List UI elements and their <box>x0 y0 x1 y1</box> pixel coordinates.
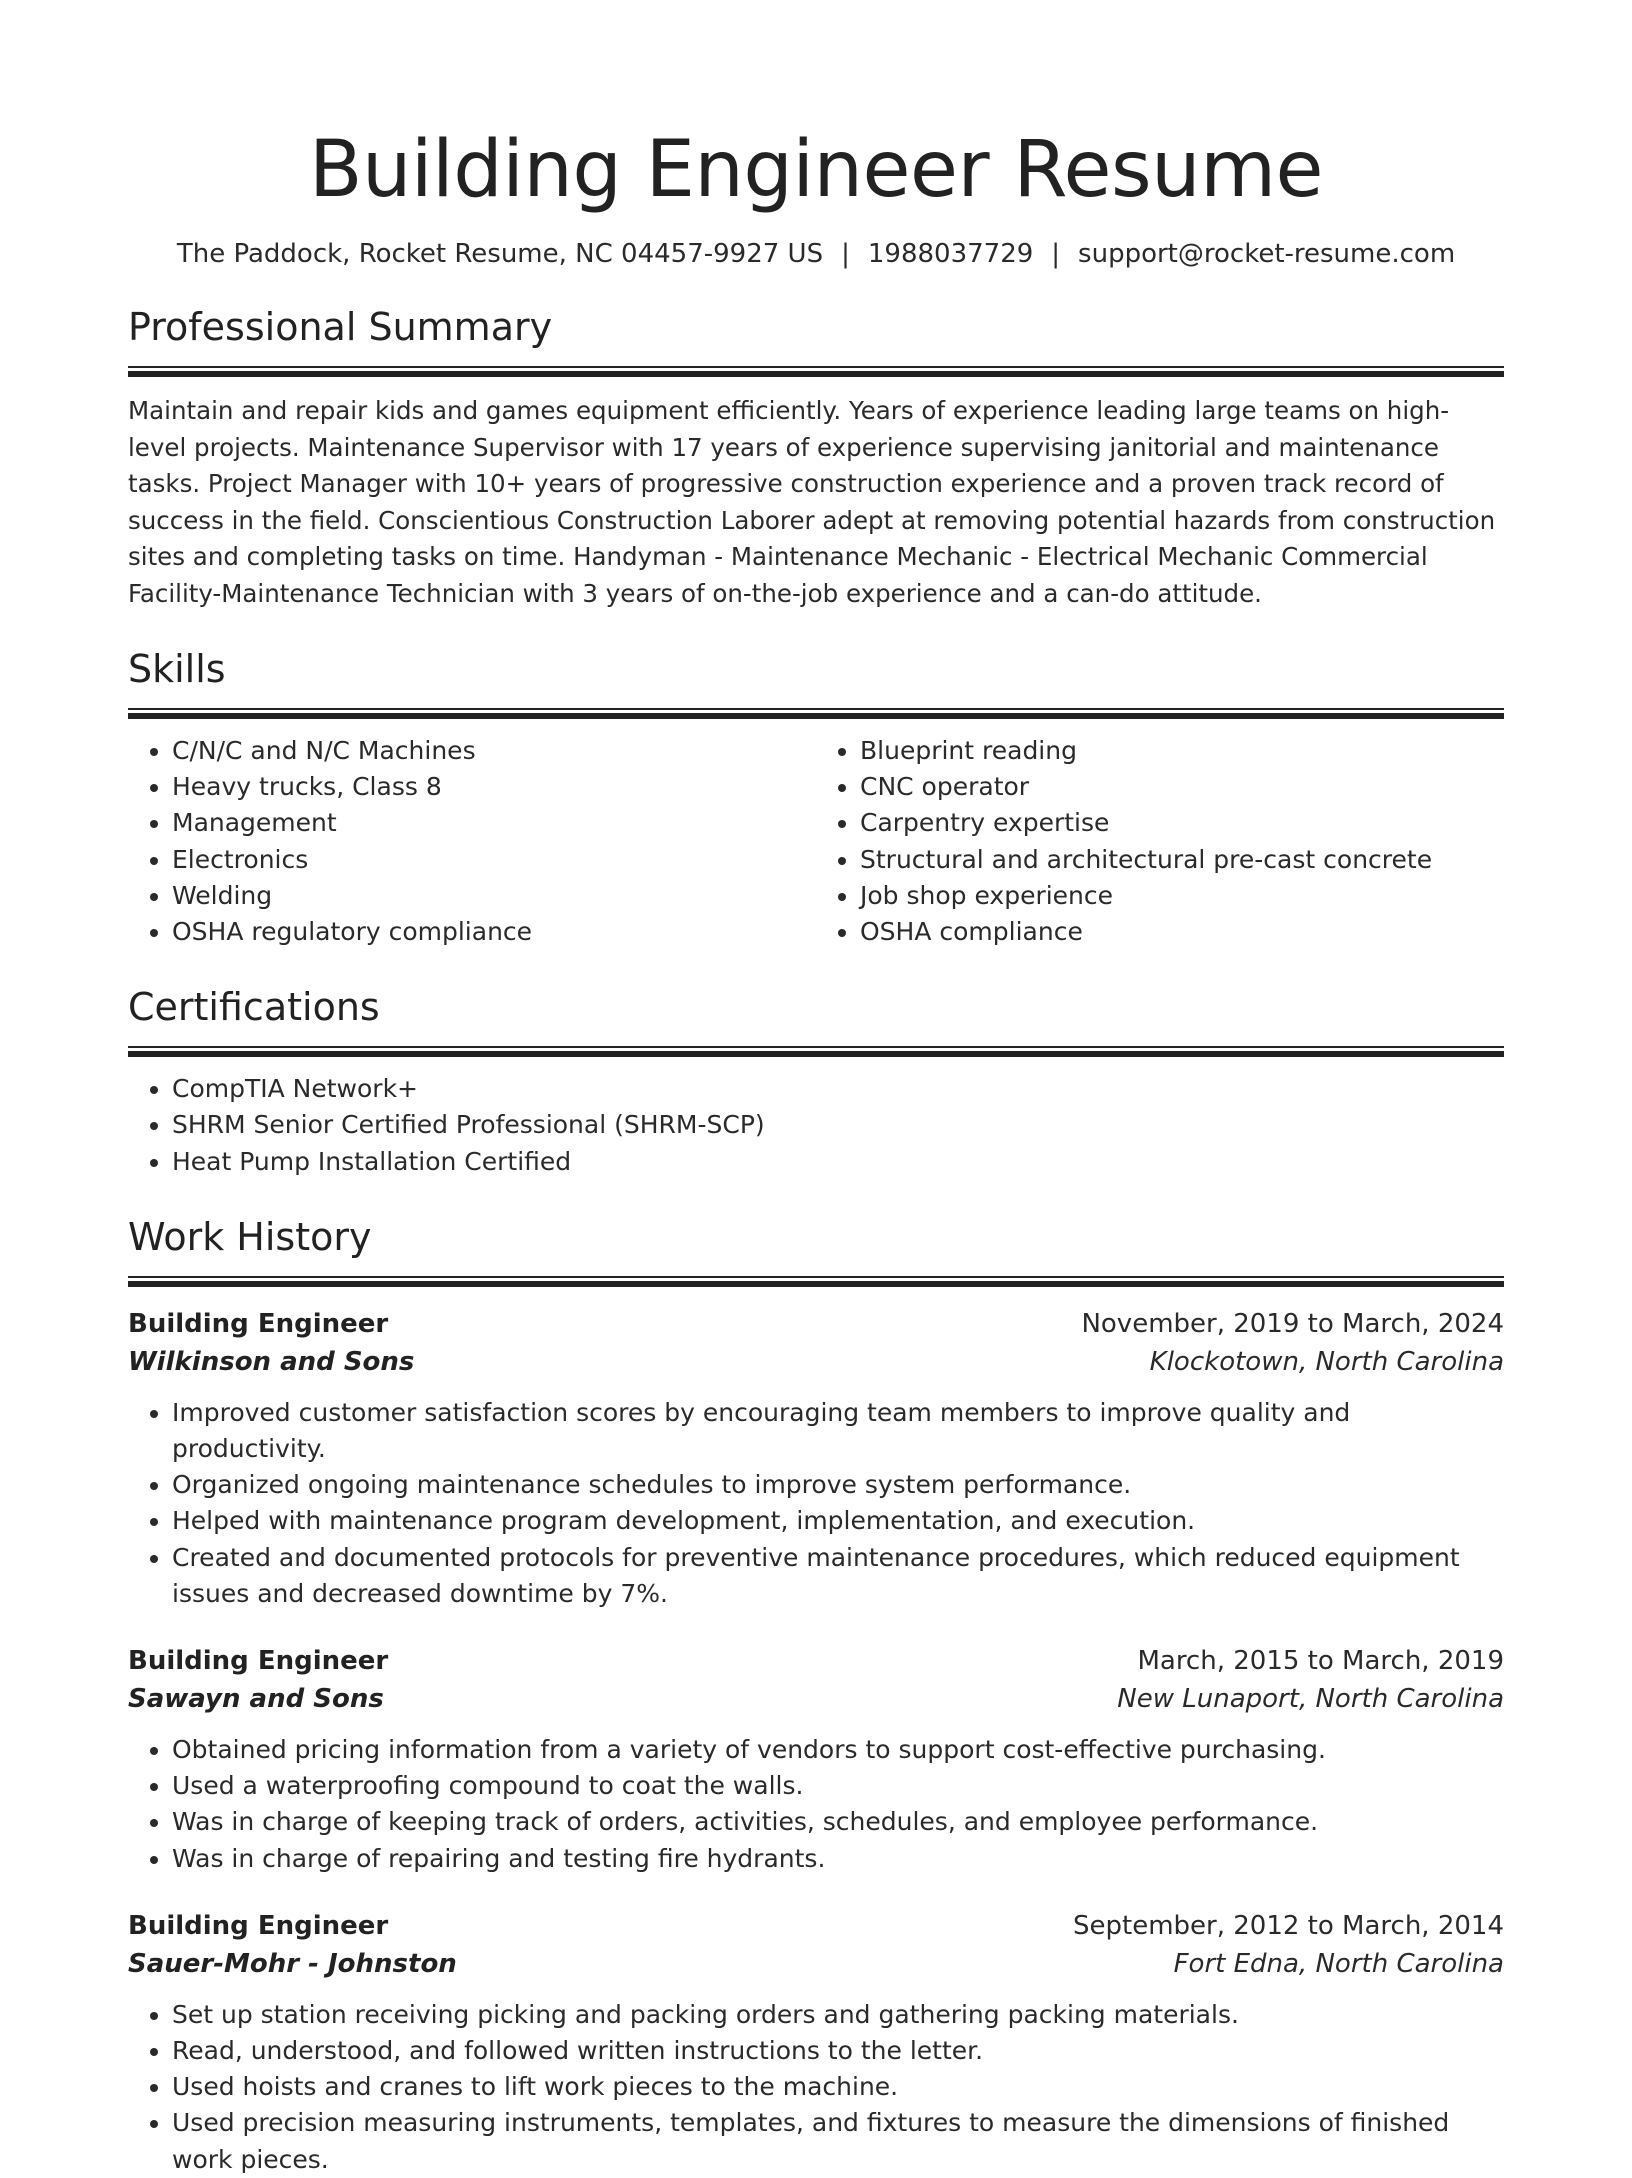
contact-separator: | <box>1051 239 1061 269</box>
job-bullet: • Created and documented protocols for preventive maintenance procedures, which reduced equipment issues and decreased downtime by 7%. <box>172 1540 1504 1612</box>
skill-item: • OSHA regulatory compliance <box>172 914 816 950</box>
job-title: Building Engineer <box>128 1910 389 1941</box>
skill-item: • Welding <box>172 878 816 914</box>
job-title: Building Engineer <box>128 1308 389 1339</box>
summary-section-header <box>128 304 1504 377</box>
summary-text: Maintain and repair kids and games equipment efficiently. Years of experience leading large teams on high-level projects. Maintenance Supervisor with 17 years of experience supervising janitorial and maintenance tasks. Project Manager with 10+ years of progressive construction experience and a proven track record of success in the field. Conscientious Construction Laborer adept at removing potential hazards from construction sites and completing tasks on time. Handyman - Maintenance Mechanic - Electrical Mechanic Commercial Facility-Maintenance Technician with 3 years of on-the-job experience and a can-do attitude. <box>128 396 1496 608</box>
job-bullets <box>128 1395 1504 1612</box>
contact-line <box>128 238 1504 270</box>
certification-item: • CompTIA Network+ <box>172 1071 1504 1107</box>
job-company-row <box>128 1680 1504 1718</box>
section-divider <box>128 366 1504 377</box>
skill-item: • Heavy trucks, Class 8 <box>172 769 816 805</box>
certification-item: • Heat Pump Installation Certified <box>172 1144 1504 1180</box>
job-bullet: • Improved customer satisfaction scores by encouraging team members to improve quality and productivity. <box>172 1395 1504 1467</box>
section-divider <box>128 1276 1504 1287</box>
summary-heading: Professional Summary <box>128 305 553 349</box>
job-bullet: • Organized ongoing maintenance schedules to improve system performance. <box>172 1467 1504 1503</box>
job-bullet: • Was in charge of keeping track of orders, activities, schedules, and employee performance. <box>172 1804 1504 1840</box>
skill-item: • Management <box>172 805 816 841</box>
job-bullet: • Set up station receiving picking and packing orders and gathering packing materials. <box>172 1997 1504 2033</box>
job-dates: November, 2019 to March, 2024 <box>1081 1308 1504 1339</box>
job-company: Sauer-Mohr - Johnston <box>128 1948 457 1979</box>
job-header-row <box>128 1907 1504 1945</box>
job-location: Fort Edna, North Carolina <box>1173 1948 1504 1979</box>
job-bullets <box>128 1997 1504 2178</box>
job-company: Wilkinson and Sons <box>128 1346 415 1377</box>
skills-list-left <box>128 733 816 950</box>
job-header-row <box>128 1305 1504 1343</box>
job-location: New Lunaport, North Carolina <box>1117 1684 1504 1715</box>
job-bullet: • Obtained pricing information from a variety of vendors to support cost-effective purchasing. <box>172 1732 1504 1768</box>
contact-address: The Paddock, Rocket Resume, NC 04457-9927 US <box>176 239 824 269</box>
job-title: Building Engineer <box>128 1646 389 1677</box>
section-divider <box>128 1046 1504 1057</box>
job-bullet: • Used hoists and cranes to lift work pieces to the machine. <box>172 2069 1504 2105</box>
skill-item: • Job shop experience <box>860 878 1504 914</box>
job-company: Sawayn and Sons <box>128 1684 384 1715</box>
contact-phone: 1988037729 <box>867 239 1034 269</box>
skill-item: • Structural and architectural pre-cast concrete <box>860 842 1504 878</box>
job-bullet: • Helped with maintenance program development, implementation, and execution. <box>172 1503 1504 1539</box>
job-dates: March, 2015 to March, 2019 <box>1137 1646 1504 1677</box>
skills-heading: Skills <box>128 647 226 691</box>
certifications-list <box>128 1071 1504 1180</box>
skill-item: • Electronics <box>172 842 816 878</box>
certification-item: • SHRM Senior Certified Professional (SHRM-SCP) <box>172 1107 1504 1143</box>
job-company-row <box>128 1343 1504 1381</box>
job-dates: September, 2012 to March, 2014 <box>1073 1910 1504 1941</box>
job-header-row <box>128 1642 1504 1680</box>
skill-item: • CNC operator <box>860 769 1504 805</box>
job-entry <box>128 1642 1504 1877</box>
page-title: Building Engineer Resume <box>308 125 1324 215</box>
skill-item: • C/N/C and N/C Machines <box>172 733 816 769</box>
contact-separator: | <box>841 239 850 269</box>
job-bullets <box>128 1732 1504 1877</box>
skills-section-header <box>128 646 1504 719</box>
job-bullet: • Read, understood, and followed written instructions to the letter. <box>172 2033 1504 2069</box>
certifications-heading: Certifications <box>128 985 380 1030</box>
certifications-section-header <box>128 984 1504 1057</box>
job-entry <box>128 1907 1504 2178</box>
job-location: Klockotown, North Carolina <box>1149 1346 1504 1377</box>
contact-email: support@rocket-resume.com <box>1078 239 1456 269</box>
section-divider <box>128 708 1504 719</box>
job-bullet: • Used precision measuring instruments, templates, and fixtures to measure the dimensions of finished work pieces. <box>172 2105 1504 2177</box>
job-bullet: • Was in charge of repairing and testing fire hydrants. <box>172 1841 1504 1877</box>
job-company-row <box>128 1945 1504 1983</box>
skills-grid <box>128 719 1504 950</box>
skill-item: • OSHA compliance <box>860 914 1504 950</box>
skill-item: • Carpentry expertise <box>860 805 1504 841</box>
work-history-section-header <box>128 1214 1504 1287</box>
job-bullet: • Used a waterproofing compound to coat the walls. <box>172 1768 1504 1804</box>
skill-item: • Blueprint reading <box>860 733 1504 769</box>
job-entry <box>128 1305 1504 1612</box>
work-history-heading: Work History <box>128 1214 372 1259</box>
skills-list-right <box>816 733 1504 950</box>
